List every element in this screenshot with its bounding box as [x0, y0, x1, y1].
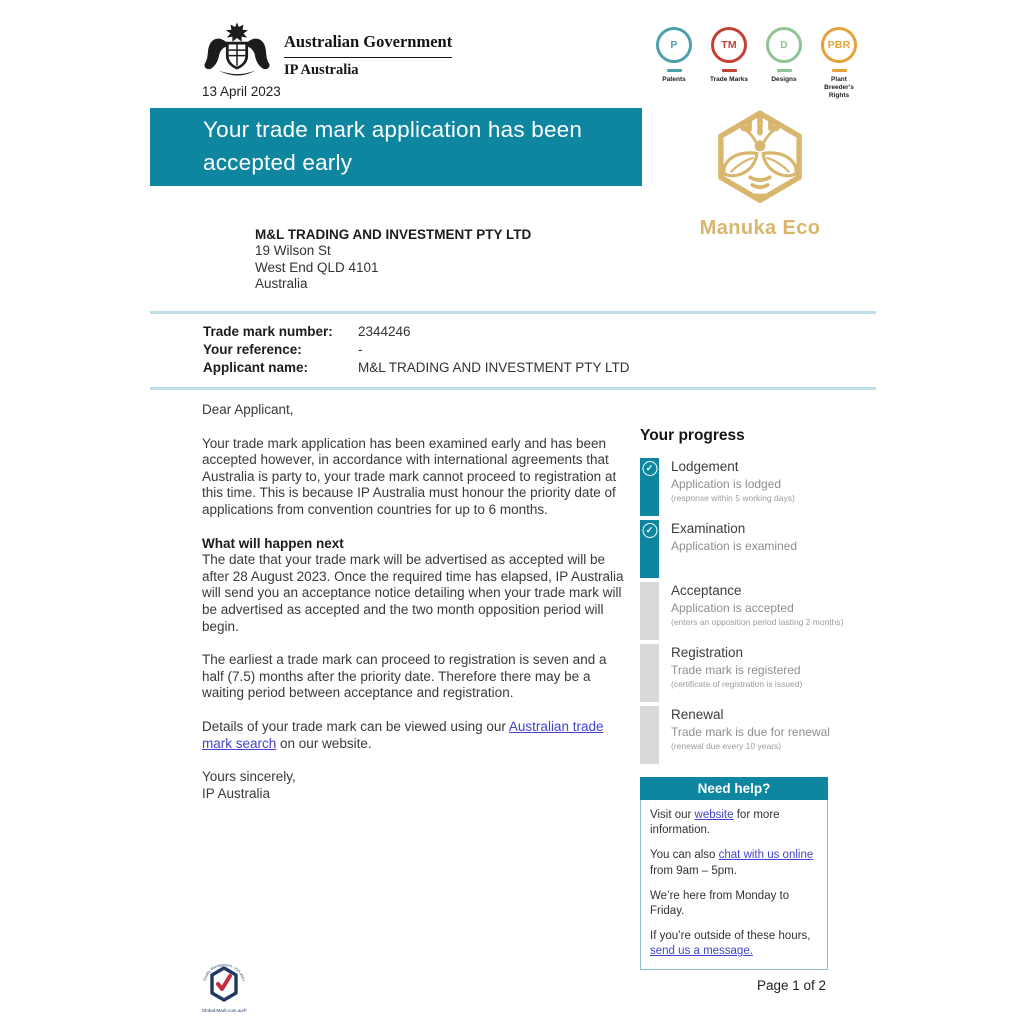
- application-details-table: [150, 311, 876, 390]
- progress-step-registration: Registration Trade mark is registered (certificate of registration is issued): [640, 644, 878, 702]
- coat-of-arms-icon: [200, 22, 274, 85]
- gov-header: [200, 22, 452, 85]
- trade-mark-number-label: Trade mark number:: [203, 324, 333, 339]
- designs-icon: D Designs: [762, 27, 806, 100]
- progress-step-renewal: Renewal Trade mark is due for renewal (renewal due every 10 years): [640, 706, 878, 764]
- address-line: 19 Wilson St: [255, 243, 331, 259]
- check-icon: ✓: [642, 461, 657, 476]
- progress-step-lodgement: ✓ Lodgement Application is lodged (response within 5 working days): [640, 458, 878, 516]
- address-line: Australia: [255, 276, 308, 292]
- closing-salutation: Yours sincerely,: [202, 769, 296, 785]
- need-help-box: Need help? Visit our website for more information. You can also chat with us online from 9am – 5pm. We’re here from Monday to Friday. If you’re outside of these hours, send us a message.: [640, 777, 828, 970]
- trade-mark-search-link[interactable]: Australian trade mark search: [202, 718, 604, 751]
- title-banner: [150, 108, 642, 186]
- progress-title: Your progress: [640, 427, 745, 444]
- manuka-eco-bee-icon: [704, 197, 816, 214]
- page-title: Your trade mark application has been accepted early: [203, 117, 583, 175]
- product-icons: [652, 27, 861, 100]
- paragraph: Details of your trade mark can be viewed using our Australian trade mark search on our website.: [202, 718, 604, 751]
- recipient-address: [255, 227, 531, 293]
- trade-mark-image: [692, 110, 828, 240]
- trade-mark-name: Manuka Eco: [699, 217, 821, 239]
- applicant-name-label: Applicant name:: [203, 360, 309, 375]
- table-row: [203, 342, 876, 357]
- paragraph: The earliest a trade mark can proceed to registration is seven and a half (7.5) months after the priority date. Therefore there may be a waiting period between acceptance and registration.: [202, 652, 607, 701]
- page-number: Page 1 of 2: [757, 978, 827, 993]
- progress-step-examination: ✓ Examination Application is examined: [640, 520, 878, 578]
- applicant-name-value: M&L TRADING AND INVESTMENT PTY LTD: [358, 360, 630, 375]
- salutation: Dear Applicant,: [202, 402, 294, 417]
- trade-mark-number-value: 2344246: [358, 324, 411, 339]
- table-row: [203, 360, 876, 375]
- plant-breeders-rights-icon: PBR Plant Breeder's Rights: [817, 27, 861, 100]
- address-line: West End QLD 4101: [255, 259, 379, 275]
- your-reference-label: Your reference:: [203, 342, 302, 357]
- patents-icon: P Patents: [652, 27, 696, 100]
- paragraph: The date that your trade mark will be advertised as accepted will be after 28 August 2023. Once the required time has elapsed, IP Australia will send you an acceptance notice detailing when your trade mark will be advertised as accepted and the two month opposition period will begin.: [202, 552, 624, 634]
- help-hours-text: We’re here from Monday to Friday.: [650, 889, 790, 917]
- progress-tracker: [640, 427, 878, 768]
- progress-step-acceptance: Acceptance Application is accepted (enters an opposition period lasting 2 months): [640, 582, 878, 640]
- gov-subtitle: IP Australia: [284, 62, 359, 78]
- recipient-name: M&L TRADING AND INVESTMENT PTY LTD: [255, 227, 532, 242]
- table-row: [203, 324, 876, 339]
- website-link[interactable]: website: [694, 809, 734, 821]
- closing-signature: IP Australia: [202, 785, 271, 801]
- gov-title: Australian Government: [284, 32, 453, 51]
- your-reference-value: -: [358, 342, 363, 357]
- letter-body: [202, 402, 630, 802]
- section-heading: What will happen next: [202, 535, 344, 551]
- send-message-link[interactable]: send us a message.: [650, 945, 753, 958]
- chat-link[interactable]: chat with us online: [718, 849, 814, 862]
- gov-divider: [284, 57, 452, 58]
- check-icon: ✓: [642, 523, 657, 538]
- cert-arc-text: Quality Management - ISO 9001: [202, 962, 246, 982]
- certification-badge-icon: [198, 956, 250, 1023]
- cert-brand-text: Global-Mark.com.au®: [201, 1008, 247, 1013]
- letter-date: 13 April 2023: [202, 84, 281, 99]
- need-help-title: Need help?: [640, 777, 828, 800]
- trade-marks-icon: TM Trade Marks: [707, 27, 751, 100]
- paragraph: Your trade mark application has been examined early and has been accepted however, in accordance with international agreements that Australia is party to, your trade mark cannot proceed to registration at this time. This is because IP Australia must honour the priority date of applications from convention countries for up to 6 months.: [202, 435, 617, 517]
